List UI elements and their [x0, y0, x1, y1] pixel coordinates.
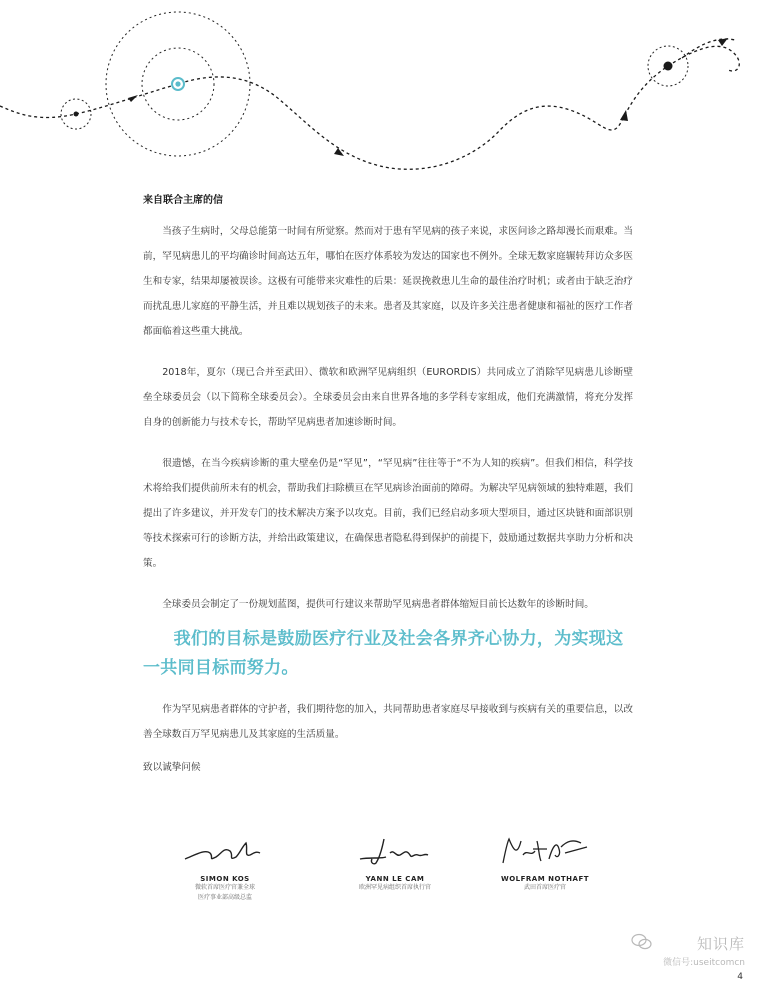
journey-path-illustration: [0, 0, 765, 200]
signatory-3-name: WOLFRAM NOTHAFT: [500, 875, 590, 883]
watermark-wechat-id: 微信号:useitcomcn: [663, 958, 745, 968]
arrow-head-2: [334, 148, 344, 156]
paragraph-3: 很遗憾，在当今疾病诊断的重大壁垒仍是“罕见”，“罕见病”往往等于“不为人知的疾病”。但我们相信，科学技术将给我们提供前所未有的机会，帮助我们扫除横亘在罕见病诊治面前的障碍。为解决罕见病领域的独特难题，我们提出了许多建议，并开发专门的技术解决方案予以攻克。目前，我们已经启动多项大型项目，通过区块链和面部识别等技术探索可行的诊断方法，并给出政策建议，在确保患者隐私得到保护的前提下，鼓励通过数据共享助力分析和决策。: [143, 458, 633, 569]
closing-paragraph: 作为罕见病患者群体的守护者，我们期待您的加入，共同帮助患者家庭尽早接收到与疾病有关的重要信息，以改善全球数百万罕见病患儿及其家庭的生活质量。: [143, 704, 633, 740]
signature-3-image: [495, 835, 595, 867]
paragraph-1: 当孩子生病时，父母总能第一时间有所觉察。然而对于患有罕见病的孩子来说，求医问诊之路却漫长而艰难。当前，罕见病患儿的平均确诊时间高达五年，哪怕在医疗体系较为发达的国家也不例外。全球无数家庭辗转拜访众多医生和专家，结果却屡被误诊。这极有可能带来灾难性的后果：延误挽救患儿生命的最佳治疗时机；或者由于缺乏治疗而扰乱患儿家庭的平静生活，并且难以规划孩子的未来。患者及其家庭，以及许多关注患者健康和福祉的医疗工作者都面临着这些重大挑战。: [143, 226, 633, 337]
signatory-1-title: 微软首席医疗官兼全球: [194, 884, 255, 891]
signature-1-image: [180, 835, 270, 867]
signatory-3: [470, 835, 620, 893]
wechat-watermark: [631, 933, 751, 973]
page-number: 4: [737, 972, 743, 982]
paragraph-2: 2018年，夏尔（现已合并至武田）、微软和欧洲罕见病组织（EURORDIS）共同成立了消除罕见病患儿诊断壁垒全球委员会（以下简称全球委员会）。全球委员会由来自世界各地的多学科专家组成，他们充满激情，将充分发挥自身的创新能力与技术专长，帮助罕见病患者加速诊断时间。: [143, 367, 633, 428]
signatory-1-title-2: 医疗事业部高级总监: [197, 894, 252, 901]
highlight-quote: 我们的目标是鼓励医疗行业及社会各界齐心协力，为实现这一共同目标而努力。: [143, 629, 624, 678]
signatory-1: [150, 835, 300, 903]
journey-path: [0, 46, 739, 169]
wechat-icon: [631, 933, 653, 951]
arrow-head-3: [620, 110, 628, 121]
signatory-1-name: SIMON KOS: [200, 875, 250, 883]
signature-block: [150, 835, 630, 915]
signatory-2-title: 欧洲罕见病组织首席执行官: [358, 884, 431, 891]
signatory-3-title: 武田首席医疗官: [523, 884, 566, 891]
signature-2-image: [350, 835, 440, 867]
signatory-2-name: YANN LE CAM: [365, 875, 425, 883]
signatory-2: [320, 835, 470, 893]
letter-heading: 来自联合主席的信: [143, 195, 223, 206]
letter-body: [143, 188, 633, 780]
arrow-head-1: [128, 95, 138, 102]
start-node: [74, 112, 79, 117]
watermark-brand: 知识库: [696, 935, 745, 953]
middle-node-inner: [175, 81, 180, 86]
journey-path-tail: [682, 39, 735, 58]
sign-off: 致以诚挚问候: [143, 762, 201, 773]
paragraph-4: 全球委员会制定了一份规划蓝图，提供可行建议来帮助罕见病患者群体缩短目前长达数年的诊断时间。: [162, 599, 594, 610]
end-node: [664, 62, 673, 71]
